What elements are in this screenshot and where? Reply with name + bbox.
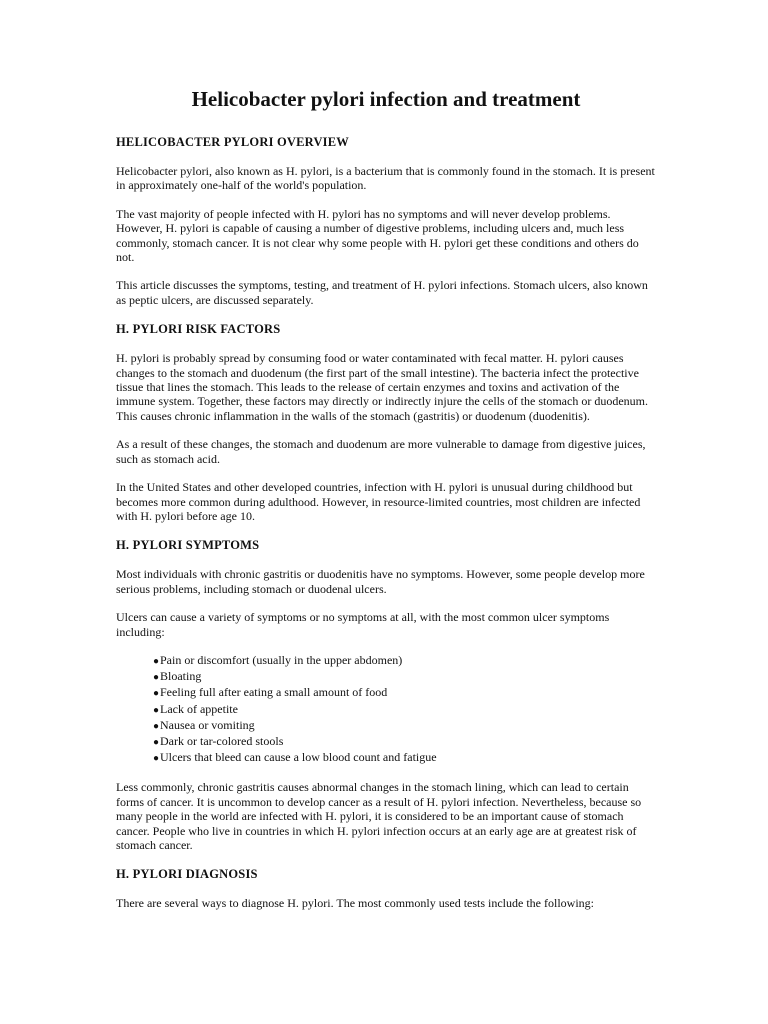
section-heading-risk-factors: H. PYLORI RISK FACTORS	[116, 322, 281, 337]
paragraph: There are several ways to diagnose H. pylori. The most commonly used tests include the following:	[116, 896, 595, 911]
bullet-icon: ●	[153, 688, 160, 700]
section-heading-overview: HELICOBACTER PYLORI OVERVIEW	[116, 135, 349, 149]
document-page	[116, 84, 656, 925]
list-item	[153, 734, 656, 750]
bullet-icon: ●	[153, 753, 160, 765]
document-title: Helicobacter pylori infection and treatment	[191, 87, 581, 111]
paragraph: As a result of these changes, the stomach and duodenum are more vulnerable to damage from digestive juices, such as stomach acid.	[116, 437, 646, 466]
paragraph: In the United States and other developed countries, infection with H. pylori is unusual during childhood but becomes more common during adulthood. However, in resource-limited countries, most children are infected with H. pylori before age 10.	[116, 480, 641, 523]
paragraph: Most individuals with chronic gastritis or duodenitis have no symptoms. However, some people develop more serious problems, including stomach or duodenal ulcers.	[116, 567, 645, 596]
list-item	[153, 685, 656, 701]
list-item-text: Pain or discomfort (usually in the upper abdomen)	[160, 652, 403, 667]
list-item	[153, 702, 656, 718]
section-risk-factors	[116, 321, 656, 523]
list-item	[153, 718, 656, 734]
paragraph: Helicobacter pylori, also known as H. pylori, is a bacterium that is commonly found in the stomach. It is present in approximately one-half of the world's population.	[116, 164, 655, 193]
paragraph: The vast majority of people infected with H. pylori has no symptoms and will never develop problems. However, H. pylori is capable of causing a number of digestive problems, including ulcers and, much less commonly, stomach cancer. It is not clear why some people with H. pylori get these conditions and others do not.	[116, 206, 639, 265]
list-item	[153, 750, 656, 766]
section-symptoms	[116, 537, 656, 852]
section-heading-diagnosis: H. PYLORI DIAGNOSIS	[116, 867, 258, 882]
paragraph: Ulcers can cause a variety of symptoms or no symptoms at all, with the most common ulcer symptoms including:	[116, 610, 610, 639]
bullet-icon: ●	[153, 736, 160, 748]
list-item-text: Lack of appetite	[160, 701, 238, 716]
section-overview	[116, 134, 656, 307]
list-item	[153, 669, 656, 685]
paragraph: This article discusses the symptoms, testing, and treatment of H. pylori infections. Stomach ulcers, also known as peptic ulcers, are discussed separately.	[116, 278, 648, 307]
symptom-list	[153, 653, 656, 766]
list-item-text: Bloating	[160, 669, 202, 684]
section-diagnosis	[116, 866, 656, 910]
bullet-icon: ●	[153, 655, 160, 667]
bullet-icon: ●	[153, 704, 160, 716]
section-heading-symptoms: H. PYLORI SYMPTOMS	[116, 538, 260, 553]
bullet-icon: ●	[153, 720, 160, 732]
list-item-text: Feeling full after eating a small amount of food	[160, 685, 388, 700]
list-item-text: Ulcers that bleed can cause a low blood count and fatigue	[160, 750, 437, 765]
list-item-text: Nausea or vomiting	[160, 717, 255, 732]
paragraph: Less commonly, chronic gastritis causes abnormal changes in the stomach lining, which can lead to certain forms of cancer. It is uncommon to develop cancer as a result of H. pylori infection. Nevertheless, because so many people in the world are infected with H. pylori, it is considered to be an important cause of stomach cancer. People who live in countries in which H. pylori infection occurs at an early age are at greatest risk of stomach cancer.	[116, 780, 642, 852]
paragraph: H. pylori is probably spread by consuming food or water contaminated with fecal matter. H. pylori causes changes to the stomach and duodenum (the first part of the small intestine). The bacteria infect the protective tissue that lines the stomach. This leads to the release of certain enzymes and toxins and activation of the immune system. Together, these factors may directly or indirectly injure the cells of the stomach or duodenum. This causes chronic inflammation in the walls of the stomach (gastritis) or duodenum (duodenitis).	[116, 351, 648, 423]
list-item	[153, 653, 656, 669]
bullet-icon: ●	[153, 672, 160, 684]
list-item-text: Dark or tar-colored stools	[160, 733, 284, 748]
